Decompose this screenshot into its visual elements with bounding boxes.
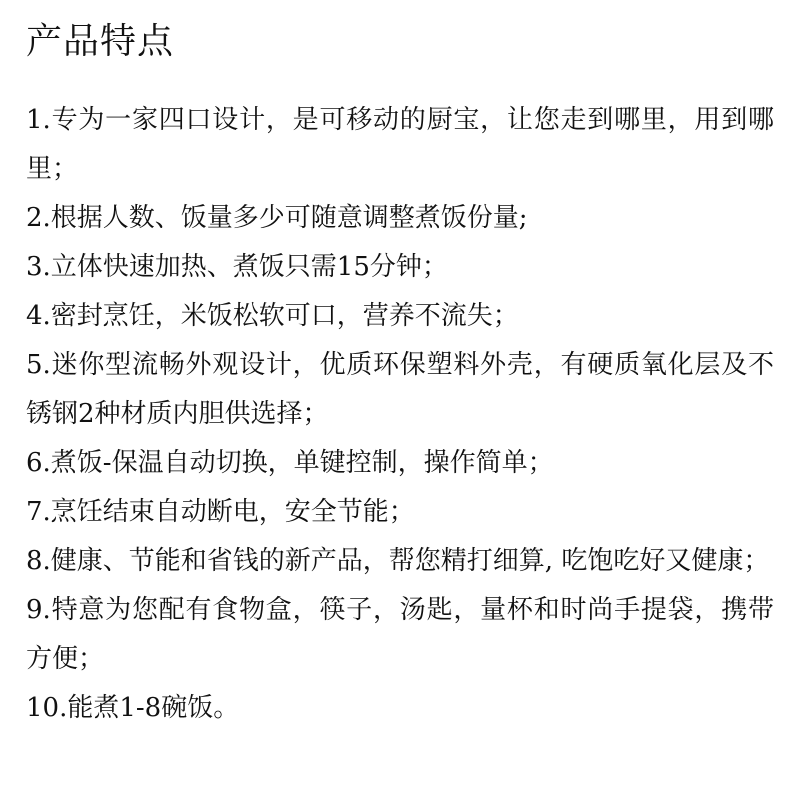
feature-item-1: 1.专为一家四口设计，是可移动的厨宝，让您走到哪里，用到哪里；: [26, 105, 774, 184]
feature-item-2: 2.根据人数、饭量多少可随意调整煮饭份量;: [26, 203, 528, 233]
feature-item-9: 9.特意为您配有食物盒，筷子，汤匙，量杯和时尚手提袋，携带方便；: [26, 595, 774, 674]
feature-item-7: 7.烹饪结束自动断电，安全节能；: [26, 497, 415, 527]
page-title: 产品特点: [26, 21, 175, 62]
feature-item-6: 6.煮饭-保温自动切换，单键控制，操作简单；: [26, 448, 554, 478]
feature-item-5: 5.迷你型流畅外观设计，优质环保塑料外壳，有硬质氧化层及不锈钢2种材质内胆供选择；: [26, 350, 774, 429]
feature-item-8: 8.健康、节能和省钱的新产品，帮您精打细算, 吃饱吃好又健康；: [26, 546, 770, 576]
feature-item-3: 3.立体快速加热、煮饭只需15分钟；: [26, 252, 448, 282]
feature-list: [26, 96, 774, 733]
feature-item-4: 4.密封烹饪，米饭松软可口，营养不流失；: [26, 301, 519, 331]
feature-item-10: 10.能煮1-8碗饭。: [26, 693, 240, 723]
